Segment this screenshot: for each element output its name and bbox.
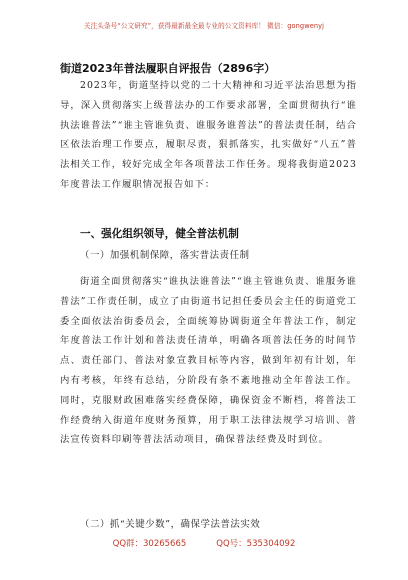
- section-heading-1: 一、强化组织领导，健全普法机制: [80, 228, 239, 240]
- subsection-heading-2: （二）抓“关键少数”，确保学法普法实效: [80, 519, 261, 530]
- document-title: 街道2023年普法履职自评报告（2896字）: [60, 62, 276, 75]
- subsection-heading-1: （一）加强机制保障，落实普法责任制: [80, 250, 250, 261]
- intro-paragraph: 2023年，街道坚持以党的二十大精神和习近平法治思想为指导，深入贯彻落实上级普法办的工作要求部署，全面贯彻执行“谁执法谁普法”“谁主管谁负责、谁服务谁普法”的普法责任制，结合区依法治理工作要点，履职尽责，狠抓落实，扎实做好“八五”普法相关工作，较好完成全年各项普法工作任务。现将我街道2023年度普法工作履职情况报告如下：: [60, 80, 357, 190]
- footer-qq: QQ号：535304092: [216, 539, 296, 549]
- subsection-1-paragraph: 街道全面贯彻落实“谁执法谁普法”“谁主管谁负责、谁服务谁普法”工作责任制，成立了由街道书记担任委员会主任的街道党工委全面依法治街委员会，全面统筹协调街道全年普法工作，制定年度普法工作计划和普法责任清单，明确各项普法任务的时间节点、责任部门、普法对象宣教目标等内容，做到年初有计划，年内有考核，年终有总结，分阶段有条不紊地推动全年普法工作。同时，克服财政困难落实经费保障，确保资金不断档，将普法工作经费纳入街道年度财务预算，用于职工法律法规学习培训、普法宣传资料印刷等普法活动项目，确保普法经费及时到位。: [60, 276, 357, 446]
- header-banner: 关注头条号“公文研究”，获得最新最全最专业的公文资料库！ 微信：gongwenyj: [83, 22, 325, 30]
- footer-contact: [0, 537, 408, 549]
- footer-qq-group: QQ群：30265665: [112, 539, 187, 549]
